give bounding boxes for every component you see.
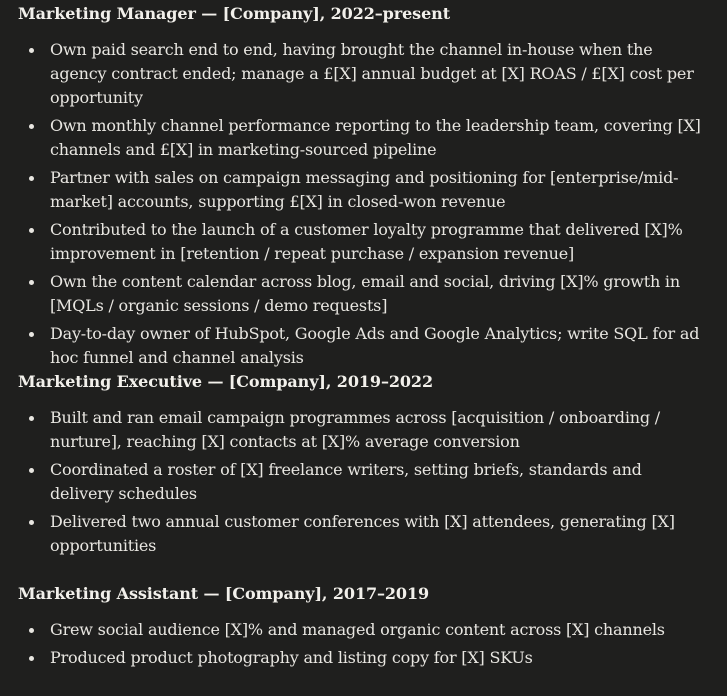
bullet-text: Produced product photography and listing copy for [X] SKUs <box>50 648 533 667</box>
bullet-text: Partner with sales on campaign messaging and positioning for [enterprise/mid-market] accounts, supporting £[X] in closed-won revenue <box>50 168 679 211</box>
role-heading: Marketing Assistant — [Company], 2017–2019 <box>18 584 430 603</box>
bullet-dot-icon <box>29 520 34 525</box>
list-item <box>18 38 727 110</box>
bullet-dot-icon <box>29 124 34 129</box>
bullet-dot-icon <box>29 468 34 473</box>
bullet-text: Contributed to the launch of a customer loyalty programme that delivered [X]% improvement in [retention / repeat purchase / expansion revenue] <box>50 220 683 263</box>
bullet-text: Built and ran email campaign programmes across [acquisition / onboarding / nurture], reaching [X] contacts at [X]% average conversion <box>50 408 660 451</box>
role-heading: Marketing Manager — [Company], 2022–present <box>18 4 450 23</box>
list-item <box>18 114 727 162</box>
bullet-text: Grew social audience [X]% and managed organic content across [X] channels <box>50 620 665 639</box>
bullet-dot-icon <box>29 628 34 633</box>
bullet-text: Day-to-day owner of HubSpot, Google Ads and Google Analytics; write SQL for ad hoc funnel and channel analysis <box>50 324 700 367</box>
role-heading: Marketing Executive — [Company], 2019–2022 <box>18 372 433 391</box>
bullet-dot-icon <box>29 332 34 337</box>
role-marketing-assistant <box>18 582 727 670</box>
list-item <box>18 646 727 670</box>
bullet-dot-icon <box>29 176 34 181</box>
bullet-text: Own monthly channel performance reporting to the leadership team, covering [X] channels and £[X] in marketing-sourced pipeline <box>50 116 701 159</box>
bullet-text: Own paid search end to end, having brought the channel in-house when the agency contract ended; manage a £[X] annual budget at [X] ROAS / £[X] cost per opportunity <box>50 40 694 107</box>
bullet-text: Own the content calendar across blog, email and social, driving [X]% growth in [MQLs / organic sessions / demo requests] <box>50 272 680 315</box>
list-item <box>18 458 727 506</box>
bullet-dot-icon <box>29 280 34 285</box>
list-item <box>18 270 727 318</box>
bullet-text: Delivered two annual customer conferences with [X] attendees, generating [X] opportunities <box>50 512 675 555</box>
bullet-dot-icon <box>29 656 34 661</box>
list-item <box>18 618 727 642</box>
list-item <box>18 166 727 214</box>
bullet-list <box>18 38 727 370</box>
list-item <box>18 218 727 266</box>
bullet-text: Coordinated a roster of [X] freelance writers, setting briefs, standards and delivery schedules <box>50 460 642 503</box>
list-item <box>18 406 727 454</box>
list-item <box>18 510 727 558</box>
bullet-dot-icon <box>29 228 34 233</box>
list-item <box>18 322 727 370</box>
bullet-list <box>18 406 727 558</box>
role-marketing-executive <box>18 370 727 558</box>
bullet-dot-icon <box>29 416 34 421</box>
role-marketing-manager <box>18 2 727 370</box>
bullet-dot-icon <box>29 48 34 53</box>
bullet-list <box>18 618 727 670</box>
